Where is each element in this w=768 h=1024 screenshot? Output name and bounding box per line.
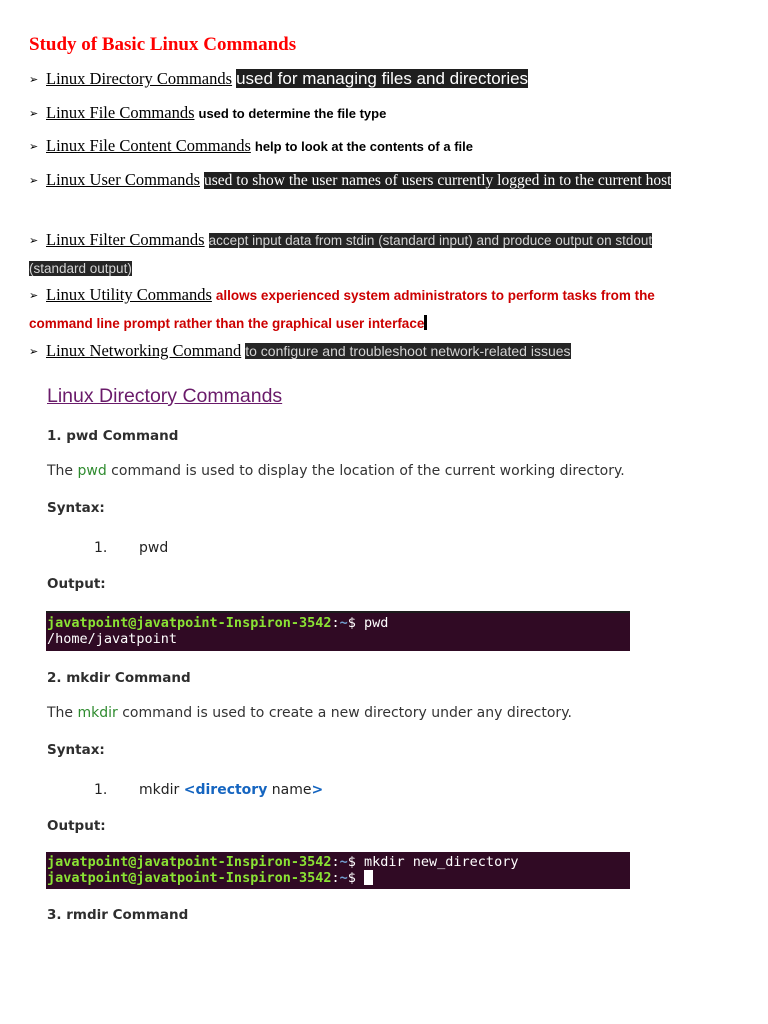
command-keyword: mkdir bbox=[77, 705, 118, 721]
bullet-desc: used for managing files and directories bbox=[236, 69, 529, 88]
bullet-item bbox=[29, 99, 689, 128]
bullet-item bbox=[29, 166, 675, 195]
bullet-desc: allows experienced system administrators to perform tasks from the command line prompt rather than the graphical user interface bbox=[29, 288, 655, 331]
bullet-item bbox=[29, 65, 689, 94]
terminal-line: /home/javatpoint bbox=[47, 631, 178, 647]
bullet-desc: used to show the user names of users currently logged in to the current host bbox=[204, 172, 672, 189]
arrow-bullet-icon: ➢ bbox=[29, 234, 39, 247]
command-description: The mkdir command is used to create a new directory under any directory. bbox=[47, 705, 572, 721]
bullet-link[interactable]: Linux User Commands bbox=[46, 170, 200, 189]
syntax-label: Syntax: bbox=[47, 500, 105, 516]
bullet-desc: accept input data from stdin (standard input) and produce output on stdout (standard output) bbox=[29, 233, 653, 276]
section-heading[interactable]: Linux Directory Commands bbox=[47, 385, 283, 407]
bullet-item bbox=[29, 226, 679, 283]
terminal-line: javatpoint@javatpoint-Inspiron-3542:~$ mkdir new_directory bbox=[47, 854, 519, 870]
syntax-number: 1. bbox=[94, 540, 108, 556]
bullet-link[interactable]: Linux Directory Commands bbox=[46, 69, 233, 88]
terminal-line: javatpoint@javatpoint-Inspiron-3542:~$ bbox=[47, 870, 630, 886]
output-label: Output: bbox=[47, 576, 106, 592]
output-label: Output: bbox=[47, 818, 106, 834]
syntax-text: mkdir <directory name> bbox=[139, 782, 324, 798]
bullet-item bbox=[29, 281, 677, 338]
arrow-bullet-icon: ➢ bbox=[29, 140, 39, 153]
terminal-output bbox=[46, 611, 630, 651]
arrow-bullet-icon: ➢ bbox=[29, 73, 39, 86]
text-cursor bbox=[424, 315, 427, 330]
bullet-link[interactable]: Linux Filter Commands bbox=[46, 230, 205, 249]
command-title: 3. rmdir Command bbox=[47, 907, 189, 923]
bullet-desc: help to look at the contents of a file bbox=[254, 139, 473, 154]
arrow-bullet-icon: ➢ bbox=[29, 289, 39, 302]
terminal-line: javatpoint@javatpoint-Inspiron-3542:~$ pwd bbox=[47, 615, 389, 631]
terminal-cursor bbox=[364, 870, 373, 885]
command-title: 1. pwd Command bbox=[47, 428, 179, 444]
bullet-link[interactable]: Linux Utility Commands bbox=[46, 285, 212, 304]
bullet-desc: to configure and troubleshoot network-related issues bbox=[245, 343, 571, 359]
syntax-number: 1. bbox=[94, 782, 108, 798]
arrow-bullet-icon: ➢ bbox=[29, 107, 39, 120]
syntax-text: pwd bbox=[139, 540, 169, 556]
command-title: 2. mkdir Command bbox=[47, 670, 191, 686]
bullet-desc: used to determine the file type bbox=[198, 106, 387, 121]
bullet-item bbox=[29, 132, 689, 161]
document-title: Study of Basic Linux Commands bbox=[29, 34, 297, 55]
bullet-link[interactable]: Linux File Commands bbox=[46, 103, 195, 122]
command-keyword: pwd bbox=[77, 463, 107, 479]
bullet-item bbox=[29, 337, 689, 366]
syntax-label: Syntax: bbox=[47, 742, 105, 758]
arrow-bullet-icon: ➢ bbox=[29, 345, 39, 358]
bullet-link[interactable]: Linux Networking Command bbox=[46, 341, 242, 360]
bullet-link[interactable]: Linux File Content Commands bbox=[46, 136, 251, 155]
command-description: The pwd command is used to display the location of the current working directory. bbox=[47, 463, 625, 479]
terminal-output bbox=[46, 852, 630, 889]
arrow-bullet-icon: ➢ bbox=[29, 174, 39, 187]
